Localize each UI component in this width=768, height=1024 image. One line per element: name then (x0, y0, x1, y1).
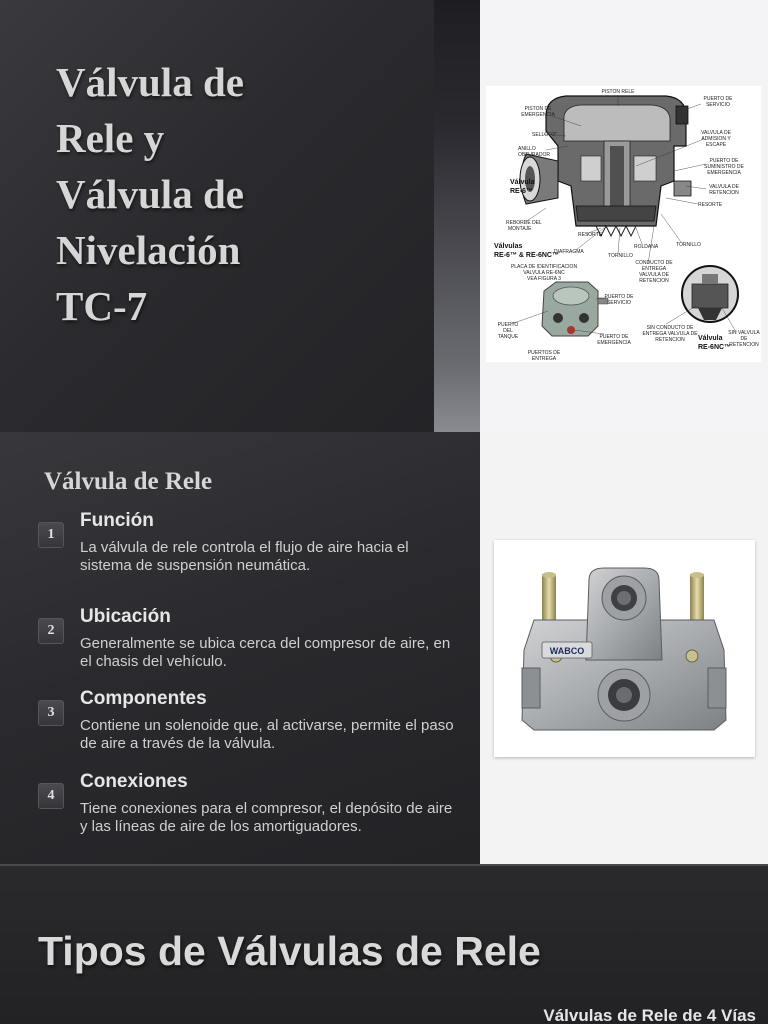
slide-title-text (56, 54, 356, 334)
title-line: TC-7 (56, 283, 148, 329)
label-reborde: REBORDE DEL (506, 220, 542, 226)
label-conducto: CONDUCTO DE (635, 260, 673, 266)
title-line: Válvula de (56, 59, 244, 105)
label-roldana: ROLDANA (634, 244, 659, 250)
label-sin-conducto: SIN CONDUCTO DE (646, 325, 694, 331)
svg-text:VALVULA DEADMISION YESCAPE (701, 130, 731, 148)
label-puerto-servicio-2: PUERTO DE (604, 294, 634, 300)
svg-text:SIN VALVULADERETENCION (728, 330, 760, 348)
label-anillo: OBTURADOR (518, 152, 550, 158)
label-valvula-re6: Válvula (510, 179, 535, 186)
svg-text:CONDUCTO DEENTREGAVALVULA DERE (635, 260, 673, 284)
label-puerto-suministro: EMERGENCIA (707, 170, 741, 176)
label-piston-emergencia: EMERGENCIA (521, 112, 555, 118)
label-anillo: ANILLO (518, 146, 536, 152)
label-sin-valvula: DE (740, 336, 748, 342)
item-title: Conexiones (80, 771, 188, 792)
svg-text:VálvulaRE-6NC™ (698, 335, 731, 351)
slide-tipos (0, 864, 768, 1024)
label-valvula-re6: RE-6™ (510, 188, 533, 195)
label-valvula-admision: ESCAPE (705, 142, 727, 148)
svg-text:PUERTO DESERVICIO (704, 96, 734, 108)
section-heading: Válvula de Rele (44, 468, 213, 495)
item-text: La válvula de rele controla el flujo de aire hacia el sistema de suspensión neumática. (80, 539, 409, 574)
label-puerto-servicio: PUERTO DE (703, 96, 733, 102)
label-puerto-servicio-2: SERVICIO (607, 300, 631, 306)
label-valvula-retencion: RETENCION (709, 190, 739, 196)
relay-valve-photo (494, 540, 755, 757)
item-title: Ubicación (80, 606, 171, 627)
label-puerto-suministro: SUMINISTRO DE (704, 164, 744, 170)
svg-text:PUERTO DEEMERGENCIA (597, 334, 631, 346)
label-tornillo: TORNILLO (608, 253, 633, 259)
item-title: Función (80, 510, 154, 531)
label-puerto-tanque: TANQUE (497, 334, 519, 340)
item-text: Tiene conexiones para el compresor, el depósito de aire y las líneas de aire de los amortiguadores. (80, 800, 453, 835)
item-text: Generalmente se ubica cerca del compresor de aire, en el chasis del vehículo. (80, 635, 451, 670)
svg-text:PUERTODELTANQUE (498, 322, 519, 340)
item-number-badge: 3 (38, 700, 64, 726)
label-piston-emergencia: PISTON DE (524, 106, 552, 112)
slide-subtitle: Válvulas de Rele de 4 Vías (543, 1006, 756, 1024)
svg-text:PISTON DEEMERGENCIA (521, 106, 555, 118)
svg-text:VALVULA DERETENCION (709, 184, 739, 196)
item-number-badge: 1 (38, 522, 64, 548)
label-puerto-servicio: SERVICIO (706, 102, 730, 108)
label-sin-valvula: SIN VALVULA (728, 330, 760, 336)
label-sin-valvula: RETENCION (729, 342, 759, 348)
slide-title (0, 0, 768, 432)
label-reborde: MONTAJE (508, 226, 532, 232)
slide-title-text: Tipos de Válvulas de Rele (38, 928, 541, 974)
valve-cutaway-diagram (486, 86, 761, 362)
svg-text:SIN CONDUCTO DEENTREGA VALVULA (642, 325, 698, 343)
label-puerto-emergencia: EMERGENCIA (597, 340, 631, 346)
label-valvula-admision: ADMISION Y (701, 136, 731, 142)
label-puerto-emergencia: PUERTO DE (599, 334, 629, 340)
svg-text:PLACA DE IDENTIFICACIONVALVULA (511, 264, 578, 282)
label-placa: VALVULA RE-6NC (523, 270, 565, 276)
label-resorte: RESORTE (578, 232, 603, 238)
label-valvula-re6nc: RE-6NC™ (698, 344, 732, 351)
item-text: Contiene un solenoide que, al activarse, permite el paso de aire a través de la válvula. (80, 717, 454, 752)
svg-text:ANILLOOBTURADOR (518, 146, 550, 158)
label-puertos-entrega: ENTREGA (531, 356, 557, 362)
title-line: Rele y (56, 115, 165, 161)
item-title: Componentes (80, 688, 207, 709)
label-puertos-entrega: PUERTOS DE (527, 350, 561, 356)
label-puerto-tanque: DEL (503, 328, 513, 334)
svg-text:PUERTO DESERVICIO (605, 294, 635, 306)
label-valvula-re6nc: Válvula (698, 335, 723, 342)
label-piston-rele: PISTON RELE (601, 89, 635, 95)
title-line: Válvula de (56, 171, 244, 217)
svg-text:PUERTO DESUMINISTRO DEEMERGENC (704, 158, 744, 176)
item-number-badge: 2 (38, 618, 64, 644)
label-sin-conducto: RETENCION (655, 337, 685, 343)
decorative-gradient-strip (434, 0, 484, 432)
svg-text:REBORDE DELMONTAJE (506, 220, 542, 232)
label-valvulas-re: RE-6™ & RE-6NC™ (494, 252, 559, 259)
label-placa: VEA FIGURA 3 (527, 276, 561, 282)
brand-label: WABCO (549, 646, 585, 656)
label-resorte: RESORTE (698, 202, 723, 208)
svg-text:VálvulasRE-6™ & RE-6NC™ (494, 243, 559, 259)
label-valvula-retencion: VALVULA DE (709, 184, 739, 190)
item-number-badge: 4 (38, 783, 64, 809)
label-placa: PLACA DE IDENTIFICACION (510, 264, 578, 270)
title-line: Nivelación (56, 227, 241, 273)
label-puerto-tanque: PUERTO (497, 322, 519, 328)
label-puerto-suministro: PUERTO DE (709, 158, 739, 164)
svg-text:PUERTOS DEENTREGA (528, 350, 561, 362)
label-diafragma: DIAFRAGMA (554, 249, 584, 255)
label-tornillo: TORNILLO (676, 242, 701, 248)
label-sin-conducto: ENTREGA VALVULA DE (642, 331, 698, 337)
label-conducto: ENTREGA (641, 266, 667, 272)
valve-photo-svg (494, 540, 755, 757)
label-conducto: VALVULA DE (639, 272, 669, 278)
diagram-svg (486, 86, 761, 362)
label-valvula-admision: VALVULA DE (701, 130, 731, 136)
label-conducto: RETENCION (639, 278, 669, 284)
slide-valvula-rele (0, 432, 768, 864)
label-sello: SELLO "O" (532, 132, 557, 138)
label-valvulas-re: Válvulas (494, 243, 523, 250)
